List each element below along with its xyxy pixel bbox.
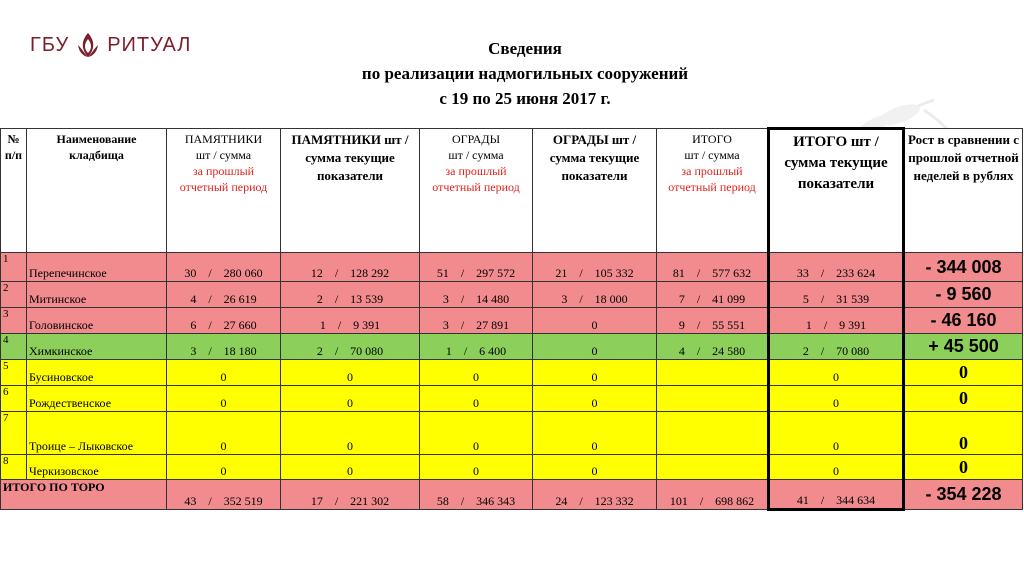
table-row (1, 282, 1023, 308)
growth-value: - 9 560 (904, 282, 1023, 308)
monuments-cur: 2 / 70 080 (281, 334, 420, 360)
total-prev: 4 / 24 580 (657, 334, 769, 360)
total-fences-cur: 24 / 123 332 (533, 480, 657, 510)
growth-value: 0 (904, 386, 1023, 412)
report-title (300, 36, 750, 111)
total-cur: 33 / 233 624 (769, 253, 904, 282)
monuments-cur: 0 (281, 360, 420, 386)
fences-prev: 1 / 6 400 (420, 334, 533, 360)
growth-value: - 344 008 (904, 253, 1023, 282)
total-label: ИТОГО ПО ТОРО (1, 480, 167, 510)
header-monuments-prev-title: ПАМЯТНИКИ (184, 132, 263, 146)
header-num: № п/п (1, 129, 27, 253)
header-growth: Рост в сравнении с прошлой отчетной неделей в рублях (904, 129, 1023, 253)
monuments-prev: 0 (167, 412, 281, 455)
fences-cur: 0 (533, 455, 657, 480)
monuments-prev: 0 (167, 360, 281, 386)
growth-value: 0 (904, 455, 1023, 480)
fences-prev: 3 / 14 480 (420, 282, 533, 308)
header-monuments-prev-unit: шт / сумма (195, 148, 252, 162)
table-row (1, 455, 1023, 480)
header-fences-cur: ОГРАДЫ шт / сумма текущие показатели (533, 129, 657, 253)
header-name: Наименование кладбища (27, 129, 167, 253)
total-prev (657, 455, 769, 480)
header-total-prev (657, 129, 769, 253)
title-line-3: с 19 по 25 июня 2017 г. (439, 89, 611, 108)
monuments-cur: 1 / 9 391 (281, 308, 420, 334)
header-total-prev-unit: шт / сумма (684, 148, 740, 162)
fences-cur: 0 (533, 386, 657, 412)
total-prev (657, 386, 769, 412)
cemetery-name: Бусиновское (27, 360, 167, 386)
monuments-cur: 0 (281, 455, 420, 480)
lotus-icon (75, 31, 101, 59)
sales-table (0, 127, 1023, 511)
header-monuments-cur: ПАМЯТНИКИ шт / сумма текущие показатели (281, 129, 420, 253)
table-row (1, 334, 1023, 360)
header-fences-prev (420, 129, 533, 253)
fences-prev: 0 (420, 412, 533, 455)
cemetery-name: Троице – Лыковское (27, 412, 167, 455)
fences-prev: 0 (420, 455, 533, 480)
growth-value: + 45 500 (904, 334, 1023, 360)
row-number: 7 (1, 412, 27, 455)
total-cur: 1 / 9 391 (769, 308, 904, 334)
fences-prev: 51 / 297 572 (420, 253, 533, 282)
monuments-cur: 0 (281, 412, 420, 455)
total-prev (657, 360, 769, 386)
header-monuments-prev (167, 129, 281, 253)
row-number: 3 (1, 308, 27, 334)
total-prev: 9 / 55 551 (657, 308, 769, 334)
logo-text-left: ГБУ (30, 33, 70, 56)
cemetery-name: Черкизовское (27, 455, 167, 480)
table-row (1, 386, 1023, 412)
fences-cur: 0 (533, 308, 657, 334)
total-cur: 0 (769, 386, 904, 412)
row-number: 4 (1, 334, 27, 360)
total-growth: - 354 228 (904, 480, 1023, 510)
total-cur: 5 / 31 539 (769, 282, 904, 308)
total-prev (657, 412, 769, 455)
monuments-cur: 2 / 13 539 (281, 282, 420, 308)
fences-prev: 0 (420, 386, 533, 412)
cemetery-name: Перепечинское (27, 253, 167, 282)
row-number: 1 (1, 253, 27, 282)
fences-cur: 21 / 105 332 (533, 253, 657, 282)
total-monuments-cur: 17 / 221 302 (281, 480, 420, 510)
total-prev: 81 / 577 632 (657, 253, 769, 282)
table-row (1, 253, 1023, 282)
total-cur: 2 / 70 080 (769, 334, 904, 360)
monuments-prev: 6 / 27 660 (167, 308, 281, 334)
monuments-prev: 3 / 18 180 (167, 334, 281, 360)
monuments-prev: 0 (167, 455, 281, 480)
brand-logo (30, 30, 191, 60)
header-monuments-prev-period: за прошлый отчетный период (179, 164, 268, 194)
header-fences-prev-unit: шт / сумма (448, 148, 504, 162)
cemetery-name: Рождественское (27, 386, 167, 412)
header-total-prev-title: ИТОГО (692, 132, 732, 146)
fences-prev: 3 / 27 891 (420, 308, 533, 334)
cemetery-name: Головинское (27, 308, 167, 334)
header-fences-prev-title: ОГРАДЫ (451, 132, 501, 146)
title-line-2: по реализации надмогильных сооружений (361, 64, 689, 83)
total-cur: 0 (769, 412, 904, 455)
table-row (1, 360, 1023, 386)
row-number: 8 (1, 455, 27, 480)
fences-prev: 0 (420, 360, 533, 386)
monuments-prev: 30 / 280 060 (167, 253, 281, 282)
table-row (1, 412, 1023, 455)
fences-cur: 0 (533, 412, 657, 455)
total-total-cur: 41 / 344 634 (769, 480, 904, 510)
header-total-prev-period: за прошлый отчетный период (668, 164, 756, 194)
growth-value: - 46 160 (904, 308, 1023, 334)
fences-cur: 3 / 18 000 (533, 282, 657, 308)
total-fences-prev: 58 / 346 343 (420, 480, 533, 510)
monuments-cur: 0 (281, 386, 420, 412)
row-number: 2 (1, 282, 27, 308)
row-number: 5 (1, 360, 27, 386)
total-monuments-prev: 43 / 352 519 (167, 480, 281, 510)
growth-value: 0 (904, 412, 1023, 455)
monuments-prev: 0 (167, 386, 281, 412)
cemetery-name: Химкинское (27, 334, 167, 360)
total-prev: 7 / 41 099 (657, 282, 769, 308)
logo-text-right: РИТУАЛ (107, 33, 192, 56)
monuments-prev: 4 / 26 619 (167, 282, 281, 308)
fences-cur: 0 (533, 360, 657, 386)
row-number: 6 (1, 386, 27, 412)
table-row (1, 308, 1023, 334)
cemetery-name: Митинское (27, 282, 167, 308)
title-line-1: Сведения (488, 39, 562, 58)
fences-cur: 0 (533, 334, 657, 360)
table-header-row (1, 129, 1023, 253)
monuments-cur: 12 / 128 292 (281, 253, 420, 282)
total-cur: 0 (769, 360, 904, 386)
total-cur: 0 (769, 455, 904, 480)
header-total-cur: ИТОГО шт / сумма текущие показатели (769, 129, 904, 253)
total-total-prev: 101 / 698 862 (657, 480, 769, 510)
growth-value: 0 (904, 360, 1023, 386)
header-fences-prev-period: за прошлый отчетный период (432, 164, 520, 194)
total-row (1, 480, 1023, 510)
